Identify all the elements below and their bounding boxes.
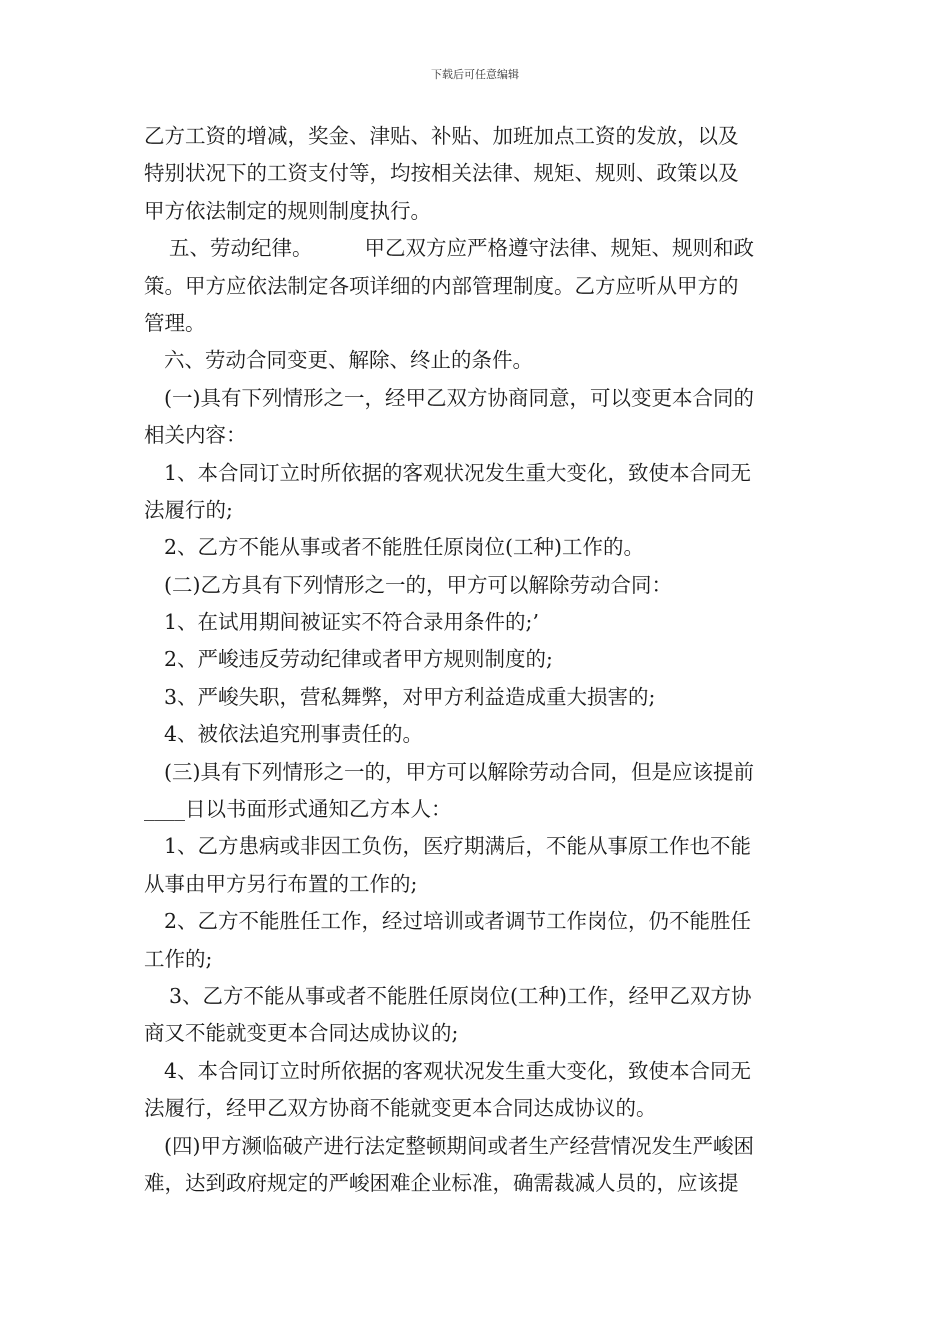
paragraph-line: 特别状况下的工资支付等，均按相关法律、规矩、规则、政策以及	[144, 161, 739, 186]
list-item: 2、乙方不能胜任工作，经过培训或者调节工作岗位，仍不能胜任	[164, 909, 752, 934]
paragraph-line: 法履行，经甲乙双方协商不能就变更本合同达成协议的。	[144, 1096, 657, 1121]
section-heading: 六、劳动合同变更、解除、终止的条件。	[164, 348, 533, 373]
section-heading: 五、劳动纪律。	[169, 236, 313, 261]
paragraph-line: 从事由甲方另行布置的工作的;	[144, 871, 418, 896]
list-item: 2、乙方不能从事或者不能胜任原岗位(工种)工作的。	[164, 535, 645, 560]
clause-heading: (三)具有下列情形之一的，甲方可以解除劳动合同，但是应该提前	[164, 759, 754, 784]
paragraph-line: 法履行的;	[144, 497, 233, 522]
document-body	[144, 118, 809, 1202]
paragraph-line: 甲方依法制定的规则制度执行。	[144, 198, 431, 223]
paragraph-line: 商又不能就变更本合同达成协议的;	[144, 1021, 459, 1046]
paragraph-line: 难，达到政府规定的严峻困难企业标准，确需裁减人员的，应该提	[144, 1170, 739, 1195]
list-item: 4、被依法追究刑事责任的。	[164, 722, 424, 747]
list-item: 2、严峻违反劳动纪律或者甲方规则制度的;	[164, 647, 553, 672]
list-item: 3、乙方不能从事或者不能胜任原岗位(工种)工作，经甲乙双方协	[169, 983, 752, 1008]
list-item: 3、严峻失职，营私舞弊，对甲方利益造成重大损害的;	[164, 684, 656, 709]
section-heading-line	[144, 230, 809, 267]
clause-heading: (二)乙方具有下列情形之一的，甲方可以解除劳动合同：	[164, 572, 672, 597]
paragraph-line: 乙方工资的增减，奖金、津贴、补贴、加班加点工资的发放，以及	[144, 124, 739, 148]
paragraph-line: 相关内容：	[144, 423, 247, 448]
paragraph-line: 工作的;	[144, 946, 213, 971]
page-header: 下载后可任意编辑	[431, 68, 519, 81]
clause-heading: (四)甲方濒临破产进行法定整顿期间或者生产经营情况发生严峻困	[164, 1133, 754, 1158]
clause-heading: (一)具有下列情形之一，经甲乙双方协商同意，可以变更本合同的	[164, 385, 754, 410]
paragraph-line: 管理。	[144, 310, 206, 335]
paragraph-line: 策。甲方应依法制定各项详细的内部管理制度。乙方应听从甲方的	[144, 273, 739, 298]
list-item: 1、本合同订立时所依据的客观状况发生重大变化，致使本合同无	[164, 460, 752, 485]
paragraph-line: ____日以书面形式通知乙方本人：	[144, 797, 452, 822]
paragraph-text: 甲乙双方应严格遵守法律、规矩、规则和政	[364, 236, 754, 261]
list-item: 4、本合同订立时所依据的客观状况发生重大变化，致使本合同无	[164, 1058, 752, 1083]
list-item: 1、在试用期间被证实不符合录用条件的;’	[164, 610, 539, 635]
list-item: 1、乙方患病或非因工负伤，医疗期满后，不能从事原工作也不能	[164, 834, 752, 859]
